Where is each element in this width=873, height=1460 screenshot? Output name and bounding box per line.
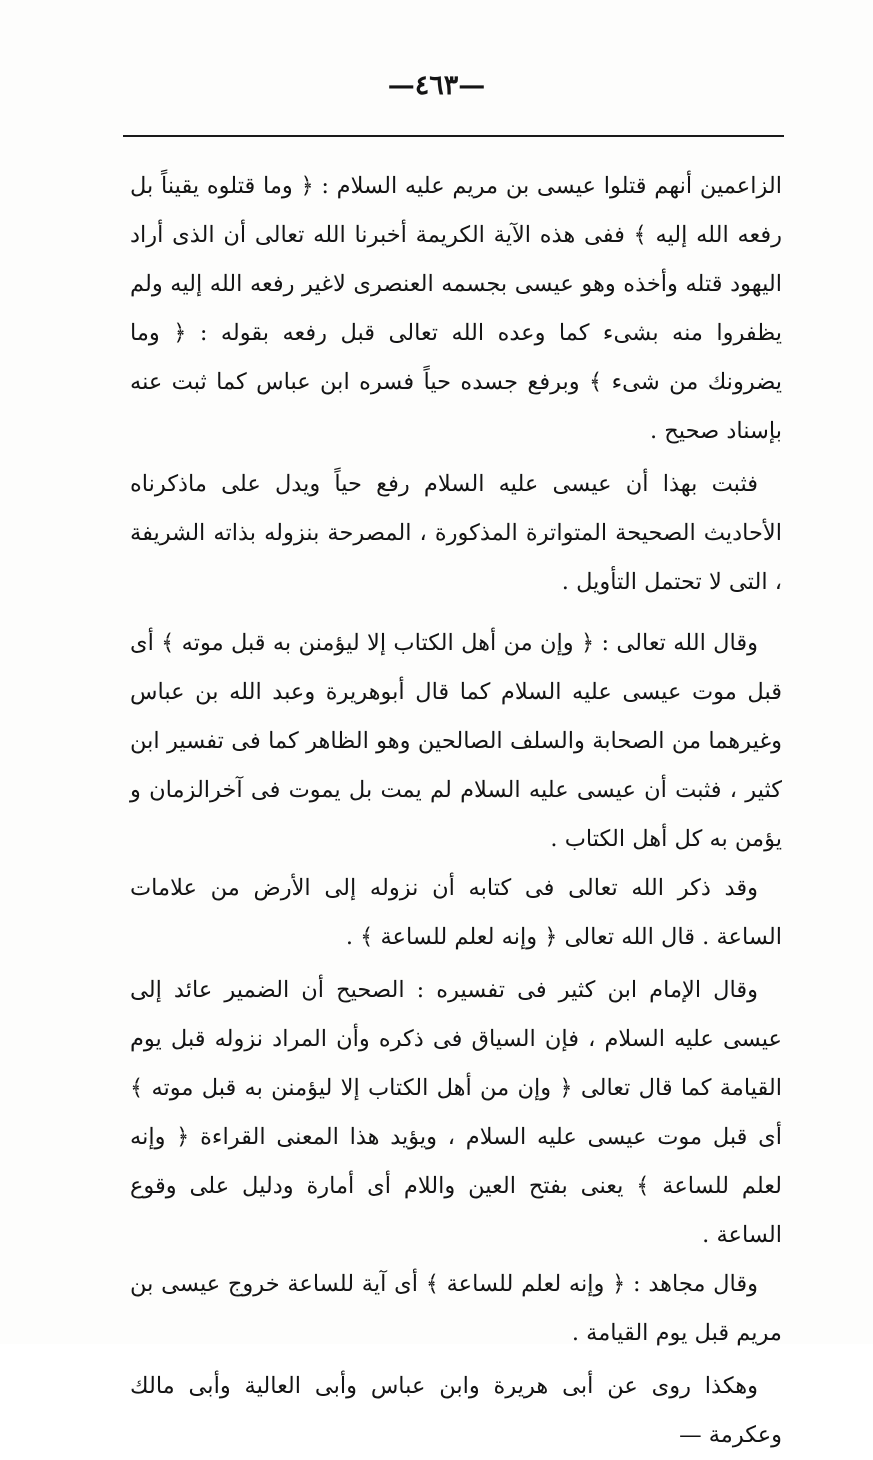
- paragraph-4: وقد ذكر الله تعالى فى كتابه أن نزوله إلى الأرض من علامات الساعة . قال الله تعالى ﴿ وإنه لعلم للساعة ﴾ .: [130, 875, 782, 950]
- paragraph-5: وقال الإمام ابن كثير فى تفسيره : الصحيح أن الضمير عائد إلى عيسى عليه السلام ، فإن السياق فى ذكره وأن المراد نزوله قبل يوم القيامة كما قال تعالى ﴿ وإن من أهل الكتاب إلا ليؤمنن به قبل موته ﴾ أى قبل موت عيسى عليه السلام ، ويؤيد هذا المعنى القراءة ﴿ وإنه لعلم للساعة ﴾ يعنى بفتح العين واللام أى أمارة ودليل على وقوع الساعة .: [130, 977, 782, 1248]
- paragraph-6: وقال مجاهد : ﴿ وإنه لعلم للساعة ﴾ أى آية للساعة خروج عيسى بن مريم قبل يوم القيامة .: [130, 1271, 782, 1346]
- paragraph-1: الزاعمين أنهم قتلوا عيسى بن مريم عليه السلام : ﴿ وما قتلوه يقيناً بل رفعه الله إليه ﴾ ففى هذه الآية الكريمة أخبرنا الله تعالى أن الذى أراد اليهود قتله وأخذه وهو عيسى بجسمه العنصرى لاغير رفعه الله إليه ولم يظفروا منه بشىء كما وعده الله تعالى قبل رفعه بقوله : ﴿ وما يضرونك من شىء ﴾ وبرفع جسده حياً فسره ابن عباس كما ثبت عنه بإسناد صحيح .: [130, 173, 782, 444]
- header-rule: [123, 135, 784, 137]
- body-text: [130, 162, 782, 1460]
- paragraph-2: فثبت بهذا أن عيسى عليه السلام رفع حياً ويدل على ماذكرناه الأحاديث الصحيحة المتواترة المذكورة ، المصرحة بنزوله بذاته الشريفة ، التى لا تحتمل التأويل .: [130, 471, 782, 595]
- paragraph-3: وقال الله تعالى : ﴿ وإن من أهل الكتاب إلا ليؤمنن به قبل موته ﴾ أى قبل موت عيسى عليه السلام كما قال أبوهريرة وعبد الله بن عباس وغيرهما من الصحابة والسلف الصالحين وهو الظاهر كما فى تفسير ابن كثير ، فثبت أن عيسى عليه السلام لم يمت بل يموت فى آخرالزمان و يؤمن به كل أهل الكتاب .: [130, 630, 782, 852]
- paragraph-7: وهكذا روى عن أبى هريرة وابن عباس وأبى العالية وأبى مالك وعكرمة —: [130, 1373, 782, 1448]
- page-number: —٤٦٣—: [387, 70, 486, 101]
